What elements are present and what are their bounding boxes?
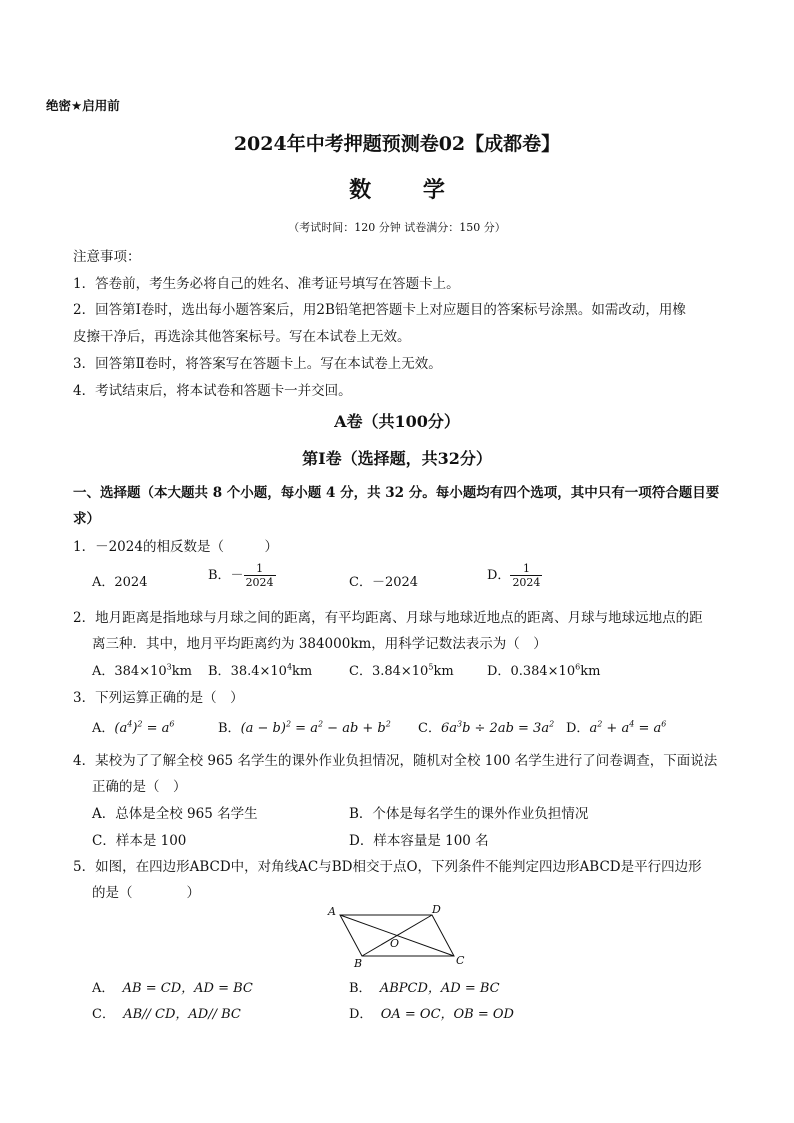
expr: = a (291, 721, 318, 736)
expr: 38.4×10 (230, 664, 287, 679)
numerator: 1 (256, 562, 264, 575)
notes-heading: 注意事项： (73, 249, 141, 265)
q4-option-c[interactable]: C．样本是 100 (92, 833, 187, 849)
exam-title: 2024年中考押题预测卷02【成都卷】 (233, 133, 561, 155)
instructions-line: 一、选择题（本大题共 8 个小题，每小题 4 分，共 32 分。每小题均有四个选项，其中只有一项符合题目要 (73, 485, 720, 501)
q4-option-b[interactable]: B．个体是每名学生的课外作业负担情况 (349, 806, 589, 822)
q4-option-a[interactable]: A．总体是全校 965 名学生 (92, 806, 258, 822)
exponent: 2 (317, 719, 324, 729)
q5-option-a[interactable] (92, 977, 253, 996)
exponent: 2 (385, 719, 391, 729)
exponent: 6 (575, 662, 581, 672)
q3-option-b[interactable] (218, 717, 391, 736)
option-label: A． (92, 664, 115, 679)
expr: 3.84×10 (371, 664, 429, 679)
exponent: 6 (661, 719, 667, 729)
note-item: 皮擦干净后，再选涂其他答案标号。写在本试卷上无效。 (73, 329, 411, 345)
expr: b ÷ 2ab = 3a (462, 721, 550, 736)
question-4-stem: 4．某校为了了解全校 965 名学生的课外作业负担情况，随机对全校 100 名学生进行了问卷调查，下面说法 (73, 753, 718, 769)
question-4-stem: 正确的是（ ） (92, 779, 187, 795)
q1-option-a[interactable]: A．2024 (92, 575, 148, 590)
expr: 384×10 (114, 664, 167, 679)
q1-option-d-label: D． (487, 568, 511, 583)
exponent: 4 (286, 662, 293, 672)
q3-option-d[interactable] (566, 717, 666, 736)
subject-title: 数 学 (349, 177, 467, 203)
fraction (244, 562, 276, 589)
expr: ) (132, 721, 138, 736)
option-label: B． (208, 664, 231, 679)
denominator: 2024 (512, 576, 541, 589)
q3-option-a[interactable] (92, 717, 175, 736)
question-5-stem: 的是（ ） (92, 885, 200, 901)
question-2-stem: 离三种．其中，地月平均距离约为 384000km，用科学记数法表示为（ ） (92, 636, 547, 652)
expr: (a − b) (240, 721, 286, 736)
option-label: B． (218, 721, 241, 736)
exponent: 3 (456, 719, 463, 729)
expr: (a (114, 721, 128, 736)
expr: − ab + b (323, 721, 386, 736)
question-3-stem: 3．下列运算正确的是（ ） (73, 690, 244, 706)
numerator: 1 (522, 562, 530, 575)
option-label: B． (349, 981, 372, 996)
option-label: A． (92, 721, 115, 736)
q2-option-a[interactable] (92, 660, 192, 679)
expr: ABPCD，AD = BC (379, 981, 500, 996)
question-2-stem: 2．地月距离是指地球与月球之间的距离，有平均距离、月球与地球近地点的距离、月球与地球远地点的距 (73, 610, 703, 626)
q4-option-d[interactable]: D．样本容量是 100 名 (349, 833, 489, 849)
expr: AB = CD，AD = BC (122, 981, 253, 996)
vertex-label-b: B (354, 957, 363, 969)
q5-option-c[interactable] (92, 1003, 241, 1022)
option-label: D． (487, 664, 511, 679)
exponent: 2 (549, 719, 555, 729)
denominator: 2024 (245, 576, 274, 589)
exponent: 3 (166, 662, 172, 672)
exponent: 2 (597, 719, 603, 729)
instructions-line: 求） (73, 511, 100, 527)
vertex-label-d: D (432, 903, 441, 916)
exponent: 6 (169, 719, 175, 729)
question-5-stem: 5．如图，在四边形ABCD中，对角线AC与BD相交于点O，下列条件不能判定四边形ABCD是平行四边形 (73, 859, 702, 875)
exponent: 4 (629, 719, 635, 729)
section-a-heading: A卷（共100分） (334, 412, 460, 431)
parallelogram-figure (322, 903, 472, 969)
expr: = a (634, 721, 662, 736)
q1-option-b[interactable] (208, 562, 276, 589)
q5-option-b[interactable] (349, 977, 500, 996)
q1-option-b-label: B．－ (208, 568, 244, 583)
unit: km (580, 664, 601, 679)
exponent: 5 (428, 662, 434, 672)
fraction (510, 562, 542, 589)
unit: km (171, 664, 192, 679)
expr: 6a (440, 721, 457, 736)
q1-option-d[interactable] (487, 562, 542, 589)
expr: OA = OC，OB = OD (380, 1007, 514, 1022)
q5-option-d[interactable] (349, 1003, 514, 1022)
question-1-stem: 1．－2024的相反数是（ ） (73, 539, 278, 555)
exponent: 2 (285, 719, 292, 729)
time-note: （考试时间：120 分钟 试卷满分：150 分） (288, 221, 506, 234)
q1-option-c[interactable]: C．－2024 (349, 575, 419, 590)
q3-option-c[interactable] (418, 717, 554, 736)
unit: km (433, 664, 454, 679)
expr: + a (602, 721, 630, 736)
expr: = a (142, 721, 170, 736)
expr: AB// CD，AD// BC (123, 1007, 241, 1022)
exponent: 2 (137, 719, 143, 729)
option-label: C． (349, 664, 372, 679)
vertex-label-c: C (456, 954, 465, 967)
expr: 0.384×10 (510, 664, 576, 679)
note-item: 1．答卷前，考生务必将自己的姓名、准考证号填写在答题卡上。 (73, 276, 460, 292)
unit: km (292, 664, 313, 679)
option-label: A． (92, 981, 115, 996)
option-label: D． (566, 721, 590, 736)
q2-option-b[interactable] (208, 660, 312, 679)
note-item: 3．回答第Ⅱ卷时，将答案写在答题卡上。写在本试卷上无效。 (73, 356, 442, 372)
center-label-o: O (390, 937, 400, 950)
q2-option-d[interactable] (487, 660, 600, 679)
expr: a (589, 721, 598, 736)
option-label: C． (418, 721, 441, 736)
part-one-heading: 第Ⅰ卷（选择题，共32分） (302, 449, 492, 468)
option-label: C． (92, 1007, 115, 1022)
option-label: D． (349, 1007, 373, 1022)
note-item: 2．回答第Ⅰ卷时，选出每小题答案后，用2B铅笔把答题卡上对应题目的答案标号涂黑。如需改动，用橡 (73, 302, 686, 318)
exponent: 4 (127, 719, 133, 729)
note-item: 4．考试结束后，将本试卷和答题卡一并交回。 (73, 383, 352, 399)
q2-option-c[interactable] (349, 660, 454, 679)
confidential-mark: 绝密★启用前 (46, 98, 120, 113)
vertex-label-a: A (328, 905, 336, 918)
